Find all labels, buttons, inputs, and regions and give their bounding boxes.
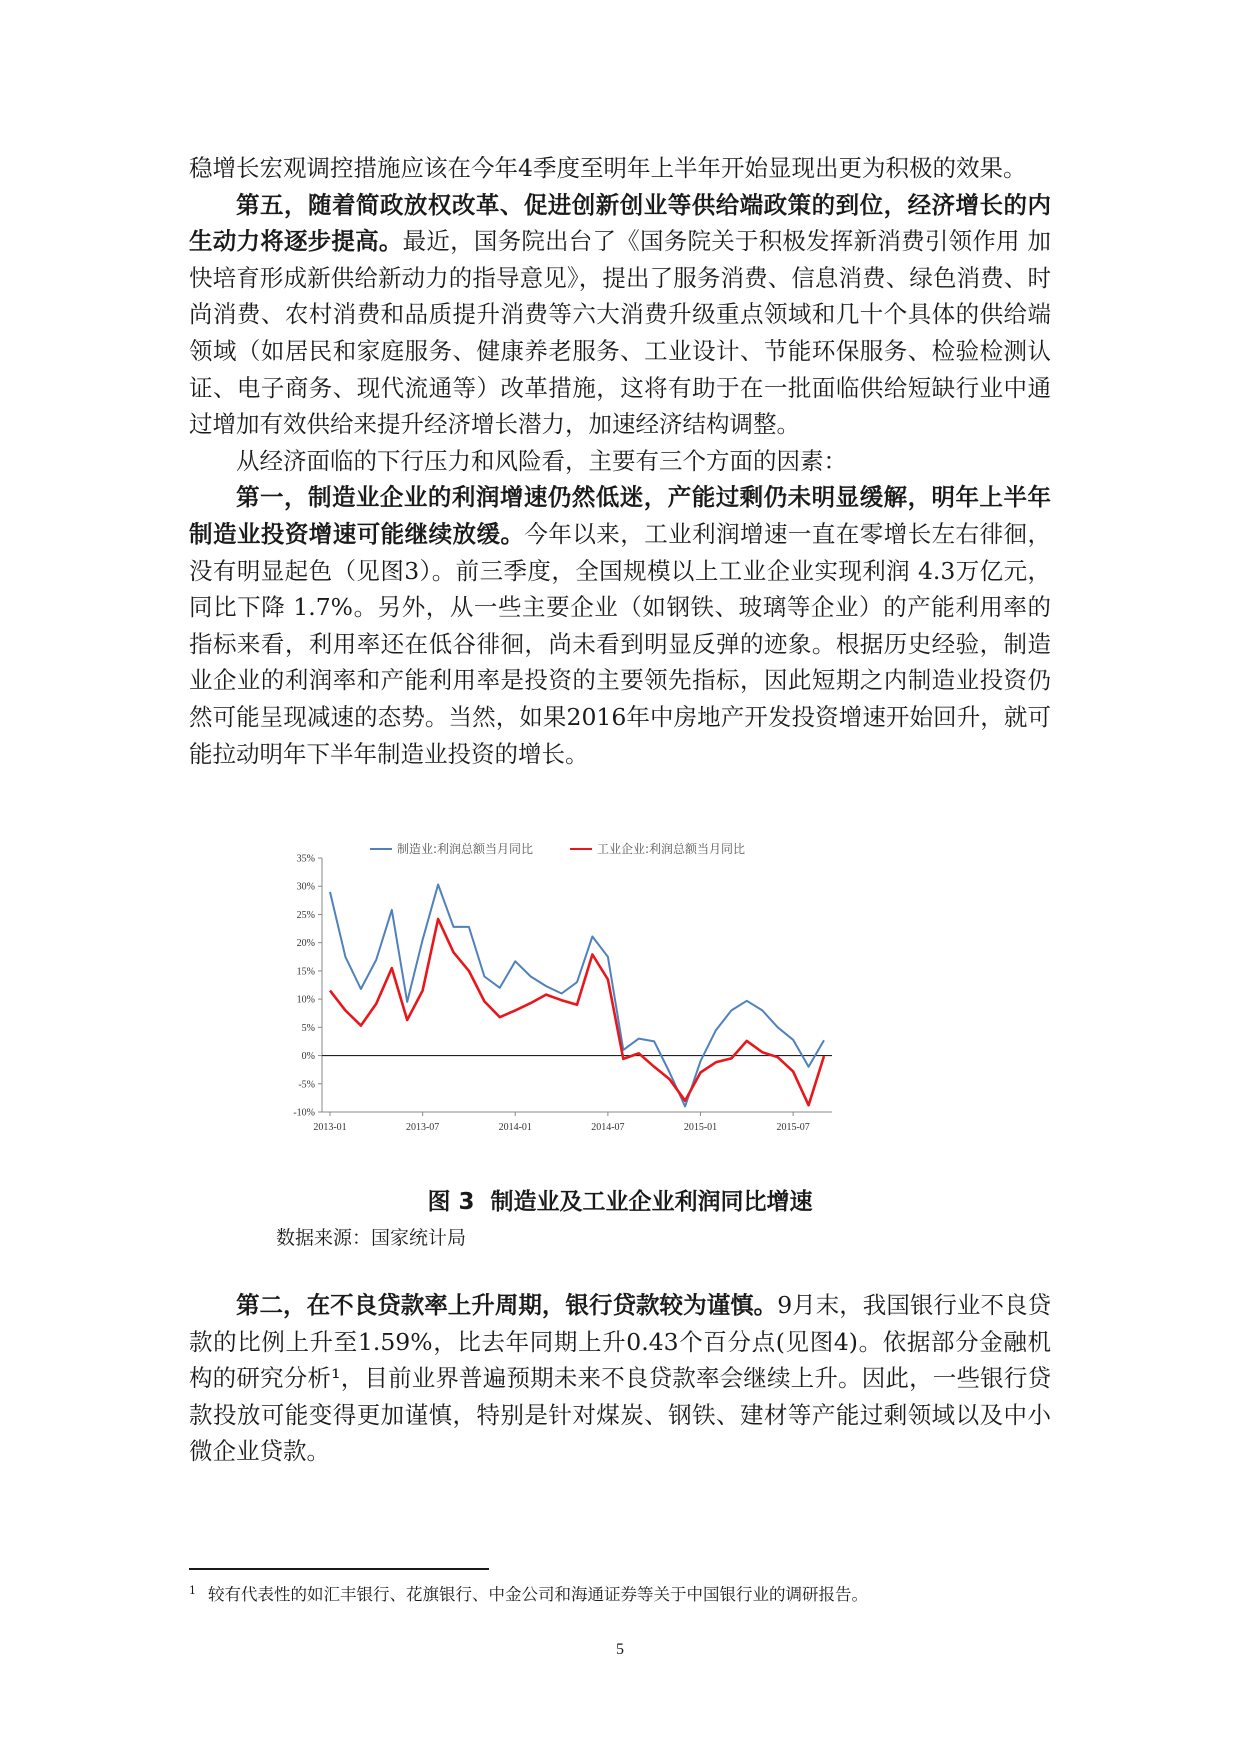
page-number: 5 xyxy=(616,1641,624,1658)
figure-title: 制造业及工业企业利润同比增速 xyxy=(490,1189,813,1215)
series-line-1 xyxy=(330,885,824,1107)
paragraph xyxy=(189,1287,1051,1470)
paragraph xyxy=(189,443,1051,480)
paragraph xyxy=(189,187,1051,443)
legend-label: 制造业:利润总额当月同比 xyxy=(397,842,534,856)
paragraph-lead: 第五，随着简政放权改革、促进创新创业等供给端政策的到位，经济增长的内生动力将逐步提高。 xyxy=(189,190,1051,256)
paragraph-lead: 第一，制造业企业的利润增速仍然低迷，产能过剩仍未明显缓解，明年上半年制造业投资增速可能继续放缓。 xyxy=(189,483,1051,548)
y-tick-label: 30% xyxy=(296,881,315,893)
y-tick-label: 5% xyxy=(301,1022,315,1034)
y-tick-label: -10% xyxy=(293,1107,315,1119)
x-tick-label: 2015-07 xyxy=(776,1122,810,1133)
y-tick-label: -5% xyxy=(298,1079,315,1091)
paragraph-text: 最近，国务院出台了《国务院关于积极发挥新消费引领作用 加快培育形成新供给新动力的指导意见》，提出了服务消费、信息消费、绿色消费、时尚消费、农村消费和品质提升消费等六大消费升级重点领域和几十个具体的供给端领域（如居民和家庭服务、健康养老服务、工业设计、节能环保服务、检验检测认证、电子商务、现代流通等）改革措施，这将有助于在一批面临供给短缺行业中通过增加有效供给来提升经济增长潜力，加速经济结构调整。 xyxy=(189,227,1051,439)
x-tick-label: 2014-01 xyxy=(498,1122,532,1133)
footnote-divider xyxy=(189,1568,489,1570)
legend-label: 工业企业:利润总额当月同比 xyxy=(597,842,746,856)
paragraph-text: 稳增长宏观调控措施应该在今年4季度至明年上半年开始显现出更为积极的效果。 xyxy=(189,154,1027,182)
y-tick-label: 35% xyxy=(296,853,315,865)
y-tick-label: 0% xyxy=(301,1051,315,1063)
figure-caption xyxy=(0,1183,1240,1216)
y-tick-label: 15% xyxy=(296,966,315,978)
paragraph-text: 从经济面临的下行压力和风险看，主要有三个方面的因素： xyxy=(236,446,847,475)
paragraph xyxy=(189,479,1051,772)
x-tick-label: 2014-07 xyxy=(591,1122,625,1133)
figure-source: 数据来源：国家统计局 xyxy=(276,1227,467,1249)
body-text-top xyxy=(189,150,1051,772)
series-line-2 xyxy=(330,919,824,1105)
paragraph-text: 9月末，我国银行业不良贷款的比例上升至1.59%，比去年同期上升0.43个百分点(见图4)。依据部分金融机构的研究分析¹，目前业界普遍预期未来不良贷款率会继续上升。因此，一些银行贷款投放可能变得更加谨慎，特别是针对煤炭、钢铁、建材等产能过剩领域以及中小微企业贷款。 xyxy=(189,1291,1052,1466)
chart-svg xyxy=(293,838,940,1168)
y-tick-label: 25% xyxy=(296,909,315,921)
x-tick-label: 2013-01 xyxy=(313,1122,347,1133)
footnote xyxy=(189,1581,868,1605)
footnote-text: 较有代表性的如汇丰银行、花旗银行、中金公司和海通证券等关于中国银行业的调研报告。 xyxy=(208,1585,868,1604)
figure-number: 图 3 xyxy=(427,1189,475,1215)
footnote-mark: 1 xyxy=(189,1583,196,1597)
y-tick-label: 10% xyxy=(296,994,315,1006)
x-tick-label: 2015-01 xyxy=(683,1122,718,1133)
paragraph xyxy=(189,150,1051,187)
paragraph-text: 今年以来，工业利润增速一直在零增长左右徘徊，没有明显起色（见图3）。前三季度，全国规模以上工业企业实现利润 4.3万亿元，同比下降 1.7%。另外，从一些主要企业（如钢铁、玻璃等企业）的产能利用率的指标来看，利用率还在低谷徘徊，尚未看到明显反弹的迹象。根据历史经验，制造业企业的利润率和产能利用率是投资的主要领先指标，因此短期之内制造业投资仍然可能呈现减速的态势。当然，如果2016年中房地产开发投资增速开始回升，就可能拉动明年下半年制造业投资的增长。 xyxy=(189,519,1052,768)
body-text-bottom xyxy=(189,1287,1051,1470)
profit-growth-chart xyxy=(293,838,940,1168)
paragraph-lead: 第二，在不良贷款率上升周期，银行贷款较为谨慎。 xyxy=(236,1291,778,1319)
y-tick-label: 20% xyxy=(296,938,315,950)
x-tick-label: 2013-07 xyxy=(405,1122,440,1133)
